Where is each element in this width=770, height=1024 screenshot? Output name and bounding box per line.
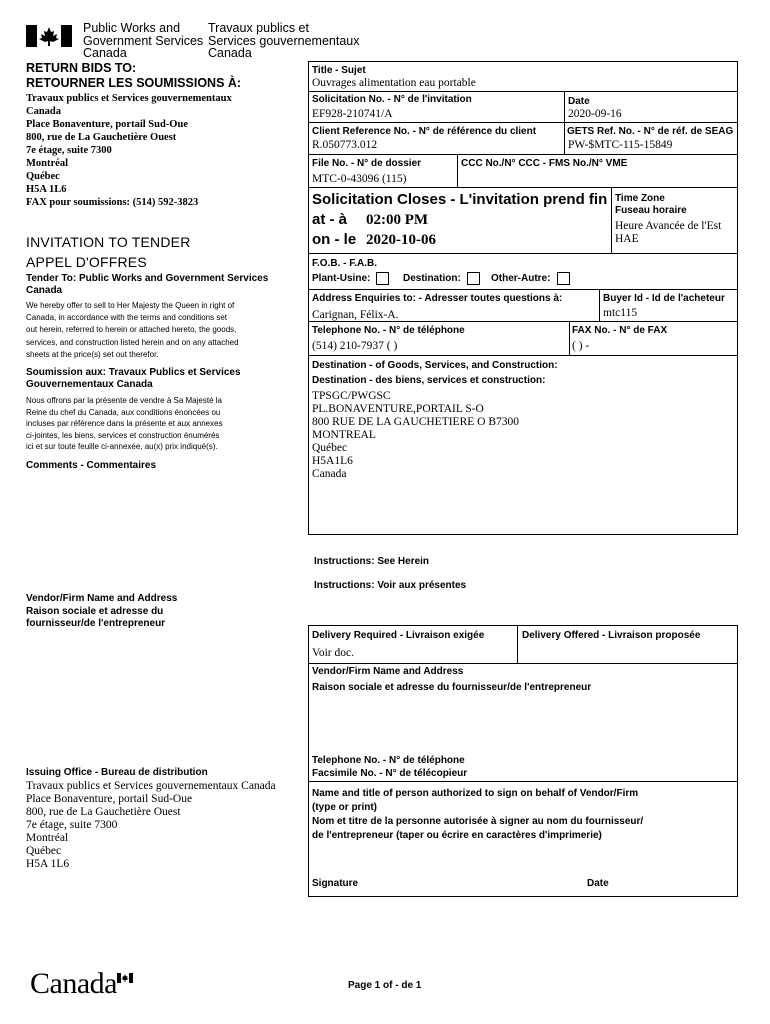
client-ref-value[interactable]: R.050773.012 bbox=[312, 139, 378, 151]
closes-title: Solicitation Closes - L'invitation prend fin bbox=[312, 191, 608, 208]
plant-checkbox[interactable] bbox=[376, 272, 389, 285]
telephone-label: Telephone No. - N° de téléphone bbox=[312, 325, 465, 336]
solicitation-label: Solicitation No. - N° de l'invitation bbox=[312, 94, 472, 105]
buyer-id-label: Buyer Id - Id de l'acheteur bbox=[603, 293, 725, 304]
wordmark-flag-icon bbox=[117, 970, 133, 980]
vendor-left-label: Vendor/Firm Name and Address Raison sociale et adresse du fournisseur/de l'entrepreneur bbox=[26, 593, 178, 629]
timezone-label: Time Zone Fuseau horaire bbox=[615, 193, 687, 216]
soumission-text: Nous offrons par la présente de vendre à Sa Majesté la Reine du chef du Canada, aux conditions énoncées ou incluses par référence dans la présente et aux annexes ci-jointes, les biens, services et construction énumérés ici et sur toute feuille ci-annexée, au(x) prix indiqué(s). bbox=[26, 396, 223, 451]
destination-goods-label: Destination - of Goods, Services, and Construction: bbox=[312, 360, 558, 371]
invitation-title: INVITATION TO TENDER APPEL D'OFFRES bbox=[26, 234, 191, 270]
return-bids-address: Travaux publics et Services gouvernementaux Canada Place Bonaventure, portail Sud-Oue 800, rue de La Gauchetière Ouest 7e étage, suite 7300 Montréal Québec H5A 1L6 FAX pour soumissions: (514) 592-3823 bbox=[26, 93, 232, 208]
delivery-offered-label: Delivery Offered - Livraison proposée bbox=[522, 630, 701, 641]
close-date-value[interactable]: 2020-10-06 bbox=[366, 232, 436, 248]
return-bids-title: RETURN BIDS TO: RETOURNER LES SOUMISSIONS À: bbox=[26, 61, 242, 90]
issuing-office-title: Issuing Office - Bureau de distribution bbox=[26, 767, 208, 778]
signature-date-label: Date bbox=[587, 878, 609, 889]
at-label: at - à bbox=[312, 211, 348, 228]
on-label: on - le bbox=[312, 231, 357, 248]
gets-value[interactable]: PW-$MTC-115-15849 bbox=[568, 139, 673, 151]
issuing-office-address: Travaux publics et Services gouvernementaux Canada Place Bonaventure, portail Sud-Oue 800, rue de La Gauchetière Ouest 7e étage, suite 7300 Montréal Québec H5A 1L6 bbox=[26, 780, 276, 870]
other-label: Other-Autre: bbox=[491, 273, 551, 284]
destination-address: TPSGC/PWGSC PL.BONAVENTURE,PORTAIL S-O 800 RUE DE LA GAUCHETIERE O B7300 MONTREAL Québec H5A1L6 Canada bbox=[312, 390, 519, 480]
page-number: Page 1 of - de 1 bbox=[348, 980, 422, 991]
header-en: Public Works and Government Services Canada bbox=[83, 21, 204, 60]
date-value[interactable]: 2020-09-16 bbox=[568, 108, 622, 120]
header-fr: Travaux publics et Services gouvernementaux Canada bbox=[208, 21, 360, 60]
name-title-label: Name and title of person authorized to sign on behalf of Vendor/Firm (type or print) Nom et titre de la personne autorisée à signer au nom du fournisseur/ de l'entrepreneur (taper ou écrire en caractères d'imprimerie) bbox=[312, 788, 644, 841]
telephone-value[interactable]: (514) 210-7937 ( ) bbox=[312, 340, 398, 352]
file-value[interactable]: MTC-0-43096 (115) bbox=[312, 173, 407, 185]
destination-checkbox[interactable] bbox=[467, 272, 480, 285]
vendor-name-label-fr: Raison sociale et adresse du fournisseur/de l'entrepreneur bbox=[312, 682, 592, 693]
vendor-name-label: Vendor/Firm Name and Address bbox=[312, 666, 464, 677]
address-enquiries-value[interactable]: Carignan, Félix-A. bbox=[312, 309, 399, 321]
canada-wordmark: Canada bbox=[30, 967, 117, 1000]
client-ref-label: Client Reference No. - N° de référence du client bbox=[312, 126, 537, 137]
title-value[interactable]: Ouvrages alimentation eau portable bbox=[312, 77, 476, 89]
address-enquiries-label: Address Enquiries to: - Adresser toutes questions à: bbox=[312, 293, 563, 304]
vendor-telephone-label: Telephone No. - N° de téléphone bbox=[312, 755, 465, 766]
destination-label: Destination: bbox=[403, 273, 461, 284]
instructions-en: Instructions: See Herein bbox=[314, 556, 430, 567]
soumission-heading: Soumission aux: Travaux Publics et Services Gouvernementaux Canada bbox=[26, 367, 241, 390]
signature-label: Signature bbox=[312, 878, 359, 889]
tender-to: Tender To: Public Works and Government Services Canada bbox=[26, 273, 269, 296]
file-label: File No. - N° de dossier bbox=[312, 158, 422, 169]
title-label: Title - Sujet bbox=[312, 65, 366, 76]
fax-label: FAX No. - N° de FAX bbox=[572, 325, 668, 336]
instructions-fr: Instructions: Voir aux présentes bbox=[314, 580, 467, 591]
other-checkbox[interactable] bbox=[557, 272, 570, 285]
plant-label: Plant-Usine: bbox=[312, 273, 371, 284]
solicitation-value[interactable]: EF928-210741/A bbox=[312, 108, 393, 120]
tender-text: We hereby offer to sell to Her Majesty the Queen in right of Canada, in accordance with the terms and conditions set out herein, referred to herein or attached hereto, the goods, services, and construction listed herein and on any attached sheets at the price(s) set out therefor. bbox=[26, 301, 239, 359]
comments-label: Comments - Commentaires bbox=[26, 460, 157, 471]
buyer-id-value[interactable]: mtc115 bbox=[603, 307, 638, 319]
timezone-value[interactable]: Heure Avancée de l'Est HAE bbox=[615, 220, 722, 245]
delivery-required-label: Delivery Required - Livraison exigée bbox=[312, 630, 485, 641]
canada-flag-icon bbox=[26, 25, 72, 47]
date-label: Date bbox=[568, 96, 590, 107]
fob-label: F.O.B. - F.A.B. bbox=[312, 258, 377, 269]
gets-label: GETS Ref. No. - N° de réf. de SEAG bbox=[567, 126, 734, 137]
delivery-required-value[interactable]: Voir doc. bbox=[312, 647, 354, 659]
destination-goods-label-fr: Destination - des biens, services et construction: bbox=[312, 375, 546, 386]
ccc-label: CCC No./N° CCC - FMS No./N° VME bbox=[461, 158, 628, 169]
vendor-name-field[interactable] bbox=[312, 697, 732, 752]
fax-value[interactable]: ( ) - bbox=[572, 340, 590, 352]
close-time-value[interactable]: 02:00 PM bbox=[366, 212, 429, 228]
vendor-facsimile-label: Facsimile No. - N° de télécopieur bbox=[312, 768, 468, 779]
